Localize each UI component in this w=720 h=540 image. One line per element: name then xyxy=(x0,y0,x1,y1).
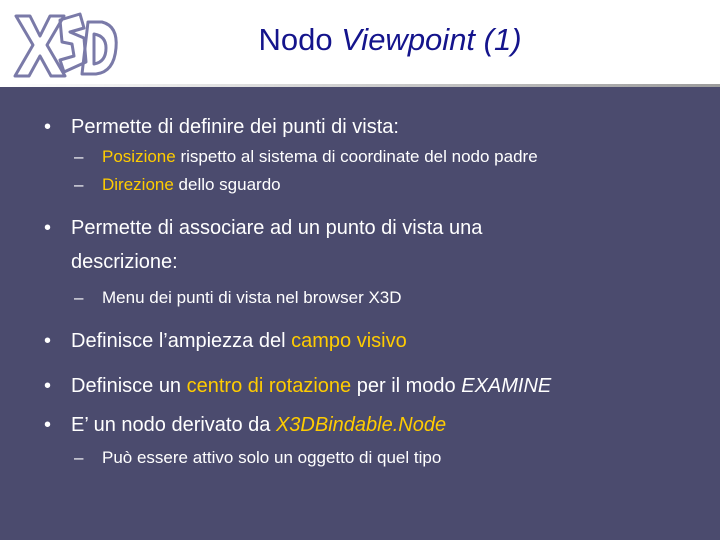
sub-bullet-marker: – xyxy=(74,448,84,467)
bullet-marker: • xyxy=(44,116,52,138)
sub-bullet-marker: – xyxy=(74,288,84,307)
bullet-text xyxy=(71,372,551,400)
bullet-prefix: E’ un nodo derivato da xyxy=(71,414,276,436)
highlight-x3dbindable-node: X3DBindable.Node xyxy=(275,414,447,436)
sub-bullet-marker: – xyxy=(74,175,84,194)
slide-title xyxy=(140,22,640,58)
sub-bullet-text xyxy=(102,174,281,196)
italic-examine: EXAMINE xyxy=(461,375,552,397)
bullet-prefix: Definisce un xyxy=(71,375,187,397)
bullet-text xyxy=(71,327,407,355)
sub-bullet-text xyxy=(102,146,538,168)
bullet-marker: • xyxy=(44,375,52,397)
bullet-marker: • xyxy=(44,414,52,436)
sub-bullet-rest: dello sguardo xyxy=(173,175,281,194)
bullet-marker: • xyxy=(44,217,52,239)
highlight-posizione: Posizione xyxy=(102,147,176,166)
bullet-marker: • xyxy=(44,330,52,352)
bullet-text xyxy=(71,411,446,439)
bullet-text: Permette di definire dei punti di vista: xyxy=(71,116,399,138)
bullet-text-line1: Permette di associare ad un punto di vista una xyxy=(71,217,483,239)
sub-bullet-text: Menu dei punti di vista nel browser X3D xyxy=(102,288,402,307)
highlight-campo-visivo: campo visivo xyxy=(291,330,407,352)
title-prefix: Nodo xyxy=(258,22,342,57)
slide-header xyxy=(0,0,720,84)
highlight-direzione: Direzione xyxy=(102,175,174,194)
bullet-prefix: Definisce l’ampiezza del xyxy=(71,330,292,352)
sub-bullet-text: Può essere attivo solo un oggetto di quel tipo xyxy=(102,448,442,467)
bullet-text-line2: descrizione: xyxy=(71,251,178,273)
title-emphasis: Viewpoint (1) xyxy=(341,22,522,57)
sub-bullet-marker: – xyxy=(74,147,84,166)
bullet-middle: per il modo xyxy=(351,375,462,397)
highlight-centro-rotazione: centro di rotazione xyxy=(186,375,352,397)
x3d-logo-icon xyxy=(10,6,120,82)
sub-bullet-rest: rispetto al sistema di coordinate del nodo padre xyxy=(175,147,538,166)
slide-body xyxy=(0,87,720,540)
